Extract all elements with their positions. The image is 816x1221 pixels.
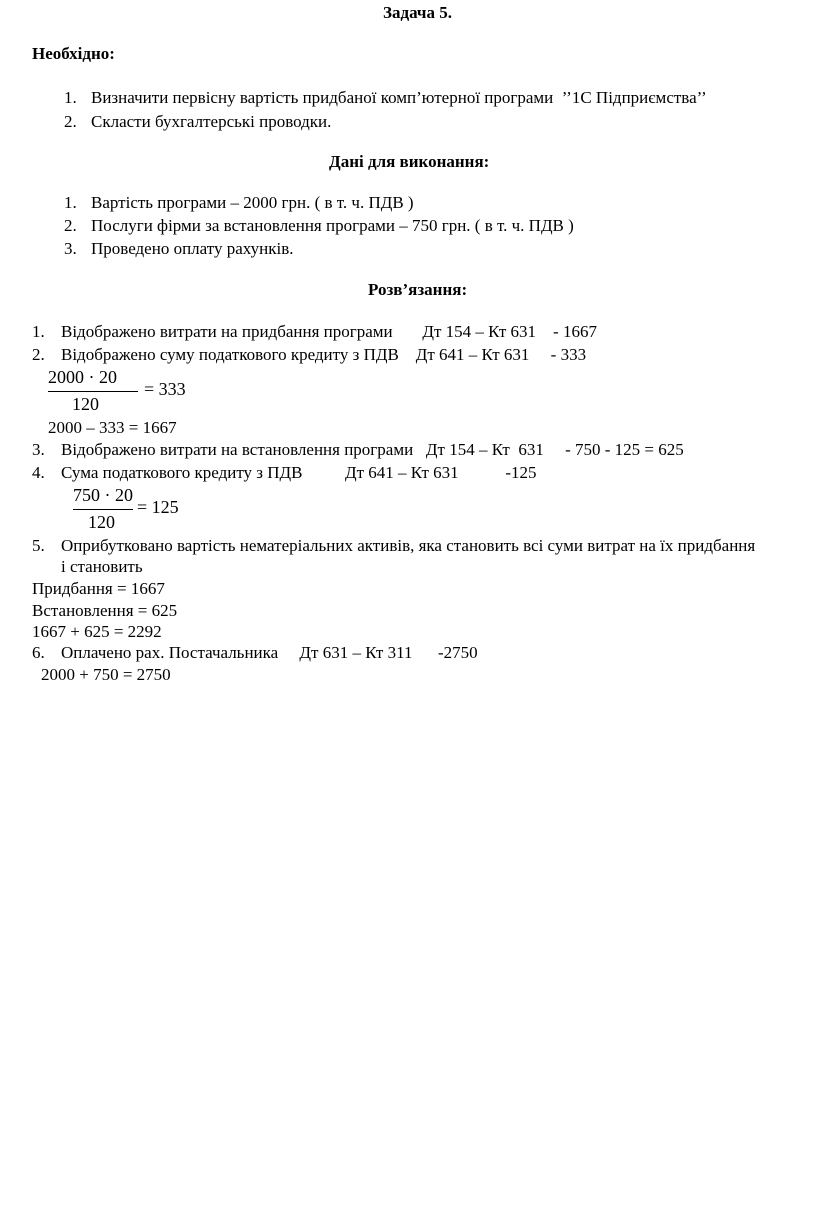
fraction-denominator: 120: [72, 394, 99, 414]
solution-step-6: Оплачено рах. Постачальника Дт 631 – Кт 311 -2750: [61, 643, 478, 662]
calculation-line: 2000 + 750 = 2750: [41, 665, 171, 684]
solution-step-4: Сума податкового кредиту з ПДВ Дт 641 – Кт 631 -125: [61, 463, 537, 482]
step-number: 1.: [32, 322, 45, 341]
list-item-number: 3.: [64, 239, 77, 258]
solution-step-5: Оприбутковано вартість нематеріальних активів, яка становить всі суми витрат на їх придбання: [61, 536, 756, 555]
calculation-line: 2000 – 333 = 1667: [48, 418, 177, 437]
fraction-bar: [48, 391, 138, 392]
list-item-number: 2.: [64, 216, 77, 235]
step-number: 3.: [32, 440, 45, 459]
step-number: 6.: [32, 643, 45, 662]
solution-step-1: Відображено витрати на придбання програми Дт 154 – Кт 631 - 1667: [61, 322, 597, 341]
step-number: 5.: [32, 536, 45, 555]
list-item: Скласти бухгалтерські проводки.: [91, 112, 332, 131]
step-number: 2.: [32, 345, 45, 364]
list-item-number: 2.: [64, 112, 77, 131]
solution-step-5-continuation: і становить: [61, 557, 143, 576]
fraction-numerator: 2000 · 20: [48, 367, 117, 387]
task-title: Задача 5.: [383, 3, 452, 22]
purchase-line: Придбання = 1667: [32, 579, 165, 598]
fraction-formula-2: [73, 484, 213, 536]
sum-line: 1667 + 625 = 2292: [32, 622, 162, 641]
list-item: Вартість програми – 2000 грн. ( в т. ч. ПДВ ): [91, 193, 414, 212]
install-line: Встановлення = 625: [32, 601, 178, 620]
list-item: Визначити первісну вартість придбаної комп’ютерної програми ’’1С Підприємства’’: [91, 88, 707, 107]
fraction-bar: [73, 509, 133, 510]
fraction-numerator: 750 · 20: [73, 485, 133, 505]
solution-step-2: Відображено суму податкового кредиту з ПДВ Дт 641 – Кт 631 - 333: [61, 345, 587, 364]
solution-step-3: Відображено витрати на встановлення програми Дт 154 – Кт 631 - 750 - 125 = 625: [61, 440, 684, 459]
given-heading: Дані для виконання:: [329, 152, 490, 171]
solution-heading: Розв’язання:: [368, 280, 468, 299]
fraction-result: = 333: [144, 379, 186, 399]
list-item-number: 1.: [64, 88, 77, 107]
list-item: Послуги фірми за встановлення програми – 750 грн. ( в т. ч. ПДВ ): [91, 216, 574, 235]
fraction-formula-1: [48, 366, 208, 418]
list-item-number: 1.: [64, 193, 77, 212]
step-number: 4.: [32, 463, 45, 482]
required-heading: Необхідно:: [32, 44, 115, 63]
fraction-denominator: 120: [88, 512, 115, 532]
fraction-result: = 125: [137, 497, 179, 517]
list-item: Проведено оплату рахунків.: [91, 239, 294, 258]
